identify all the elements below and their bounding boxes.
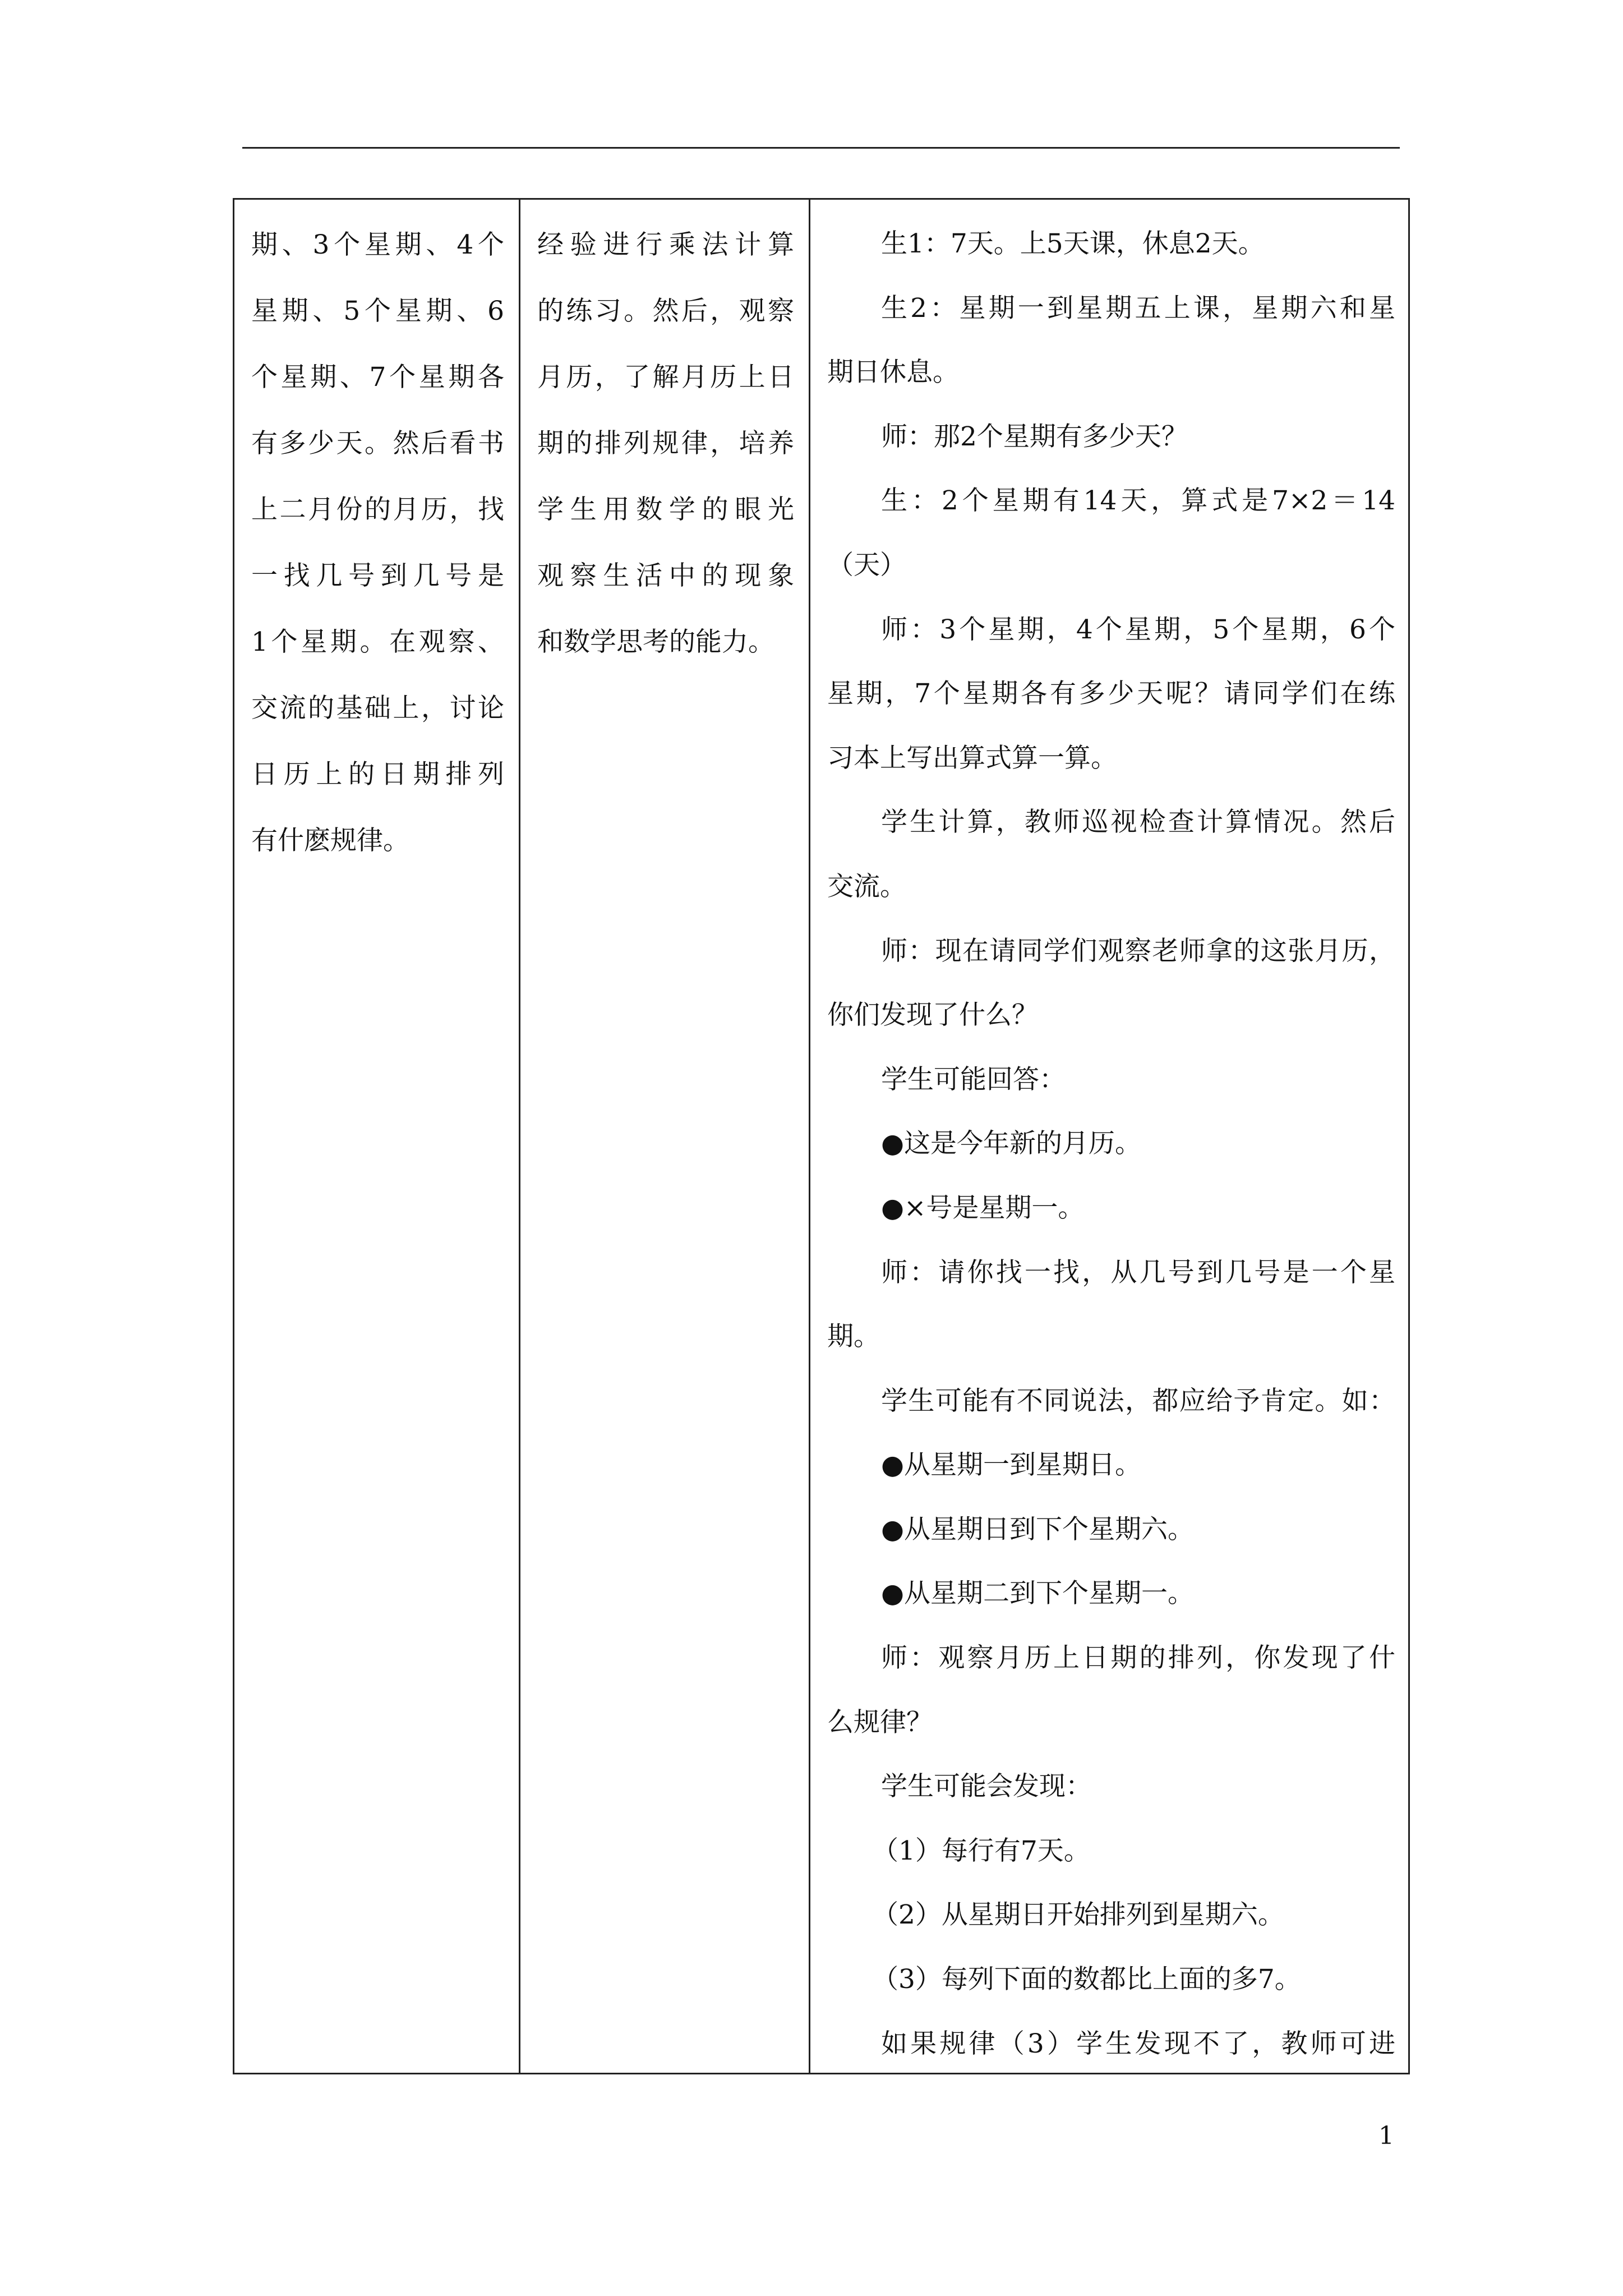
text-line: 交流。 [827,871,906,902]
text-line: 星期，7个星期各有多少天呢？请同学们在练 [827,678,1395,710]
lesson-table [233,198,1410,2074]
text-line: 个星期、7个星期各 [251,362,504,393]
bullet-item: ●×号是星期一。 [881,1192,1085,1223]
bullet-item: ●从星期日到下个星期六。 [881,1513,1195,1545]
list-item: （1）每行有7天。 [872,1835,1090,1866]
text-line: 师：3个星期，4个星期，5个星期，6个 [881,614,1395,645]
list-item: （2）从星期日开始排列到星期六。 [872,1899,1284,1931]
text-line: 习本上写出算式算一算。 [827,742,1117,774]
text-line: 学生可能会发现： [881,1771,1092,1802]
text-line: 你们发现了什么？ [827,1000,1038,1031]
header-rule [242,147,1400,149]
text-line: 期。 [827,1321,880,1352]
text-line: 月历，了解月历上日 [537,362,794,393]
text-line: 观察生活中的现象 [537,560,794,591]
text-line: 生1：7天。上5天课，休息2天。 [881,228,1265,259]
text-line: （天） [827,549,906,581]
text-line: 交流的基础上，讨论 [251,693,504,724]
text-line: 的练习。然后，观察 [537,296,794,326]
text-line: 一找几号到几号是 [251,560,504,591]
text-line: 师：观察月历上日期的排列，你发现了什 [881,1642,1395,1674]
activity-column [234,200,519,874]
list-item: （3）每列下面的数都比上面的多7。 [872,1964,1301,1995]
text-line: 和数学思考的能力。 [537,627,774,657]
bullet-item: ●从星期二到下个星期一。 [881,1578,1195,1609]
text-line: 生2：星期一到星期五上课，星期六和星 [881,292,1395,324]
dialogue-column [810,200,1410,2076]
text-line: 学生用数学的眼光 [537,494,794,525]
text-line: 学生可能回答： [881,1064,1066,1095]
text-line: 学生可能有不同说法，都应给予肯定。如： [881,1385,1395,1416]
text-line: 生：2个星期有14天，算式是7×2＝14 [881,485,1395,517]
text-line: 师：请你找一找，从几号到几号是一个星 [881,1257,1395,1288]
bullet-item: ●从星期一到星期日。 [881,1450,1142,1481]
text-line: 经验进行乘法计算 [537,229,794,260]
text-line: 1个星期。在观察、 [251,627,504,657]
text-line: 有什麽规律。 [251,825,409,856]
text-line: 日历上的日期排列 [251,759,504,790]
text-line: 期日休息。 [827,357,959,388]
text-line: 星期、5个星期、6 [251,296,504,326]
text-line: 上二月份的月历，找 [251,494,504,525]
text-line: 期的排列规律，培养 [537,428,794,459]
bullet-item: ●这是今年新的月历。 [881,1128,1142,1159]
text-line: 如果规律（3）学生发现不了，教师可进 [881,2028,1395,2059]
intent-column [520,200,809,675]
text-line: 学生计算，教师巡视检查计算情况。然后 [881,807,1395,838]
text-line: 师：那2个星期有多少天？ [881,421,1188,452]
text-line: 期、3个星期、4个 [251,229,504,260]
text-line: 么规律？ [827,1706,933,1738]
page-number: 1 [1378,2122,1394,2150]
text-line: 师：现在请同学们观察老师拿的这张月历， [881,935,1395,967]
text-line: 有多少天。然后看书 [251,428,504,459]
